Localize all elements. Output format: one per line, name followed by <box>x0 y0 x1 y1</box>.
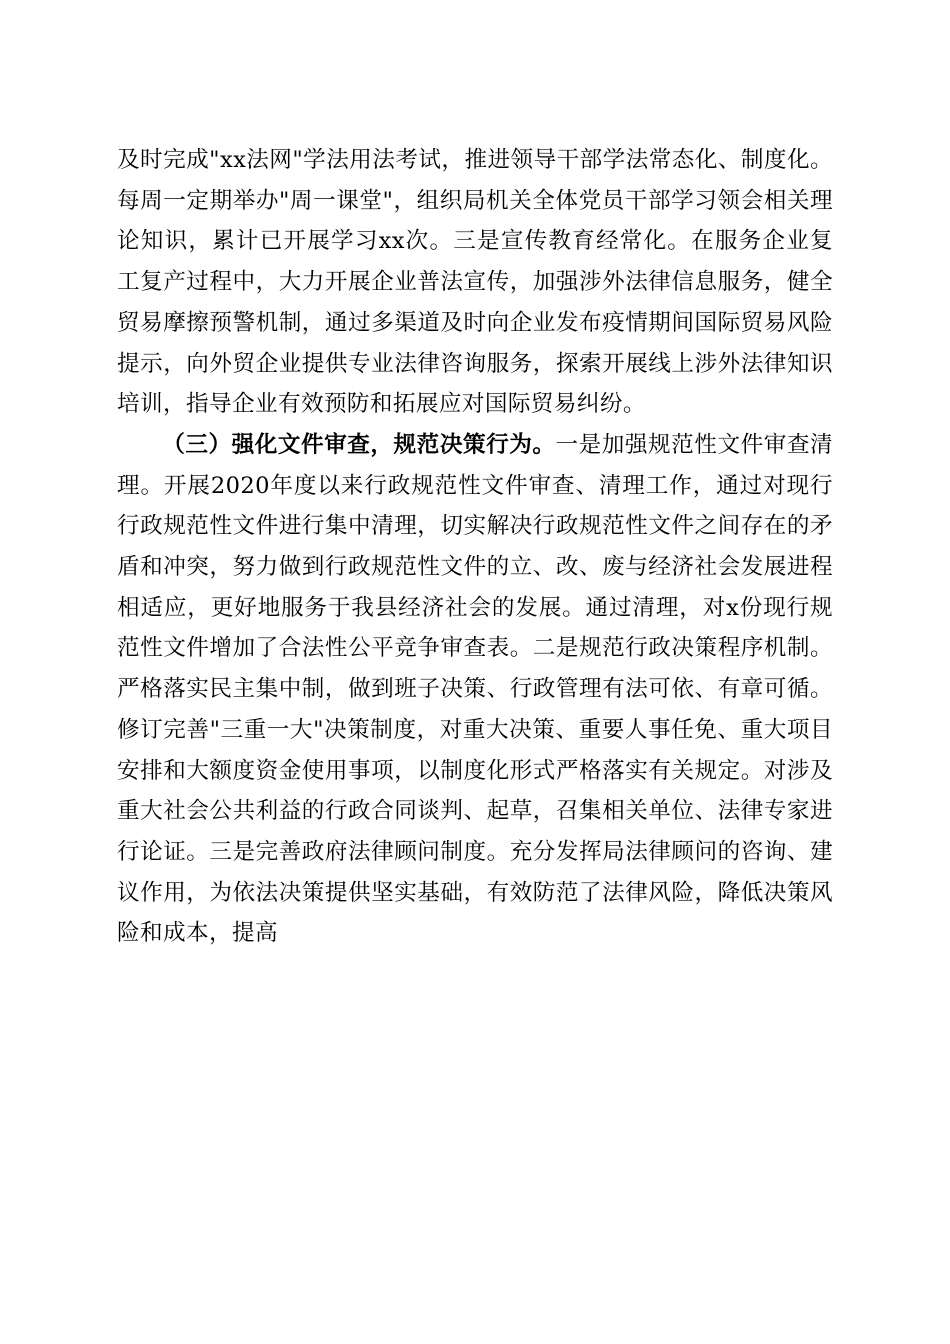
document-body <box>117 140 833 954</box>
paragraph-text: 及时完成"xx法网"学法用法考试，推进领导干部学法常态化、制度化。每周一定期举办"周一课堂"，组织局机关全体党员干部学习领会相关理论知识，累计已开展学习xx次。三是宣传教育经常化。在服务企业复工复产过程中，大力开展企业普法宣传，加强涉外法律信息服务，健全贸易摩擦预警机制，通过多渠道及时向企业发布疫情期间国际贸易风险提示，向外贸企业提供专业法律咨询服务，探索开展线上涉外法律知识培训，指导企业有效预防和拓展应对国际贸易纠纷。 <box>117 147 833 418</box>
section-heading: （三）强化文件审查，规范决策行为。 <box>162 431 556 458</box>
paragraph-text: 一是加强规范性文件审查清理。开展2020年度以来行政规范性文件审查、清理工作，通过对现行行政规范性文件进行集中清理，切实解决行政规范性文件之间存在的矛盾和冲突，努力做到行政规范性文件的立、改、废与经济社会发展进程相适应，更好地服务于我县经济社会的发展。通过清理，对x份现行规范性文件增加了合法性公平竞争审查表。二是规范行政决策程序机制。严格落实民主集中制，做到班子决策、行政管理有法可依、有章可循。修订完善"三重一大"决策制度，对重大决策、重要人事任免、重大项目安排和大额度资金使用事项，以制度化形式严格落实有关规定。对涉及重大社会公共利益的行政合同谈判、起草，召集相关单位、法律专家进行论证。三是完善政府法律顾问制度。充分发挥局法律顾问的咨询、建议作用，为依法决策提供坚实基础，有效防范了法律风险，降低决策风险和成本，提高 <box>117 431 833 947</box>
paragraph-continued <box>117 140 833 425</box>
paragraph-section-three <box>117 425 833 954</box>
